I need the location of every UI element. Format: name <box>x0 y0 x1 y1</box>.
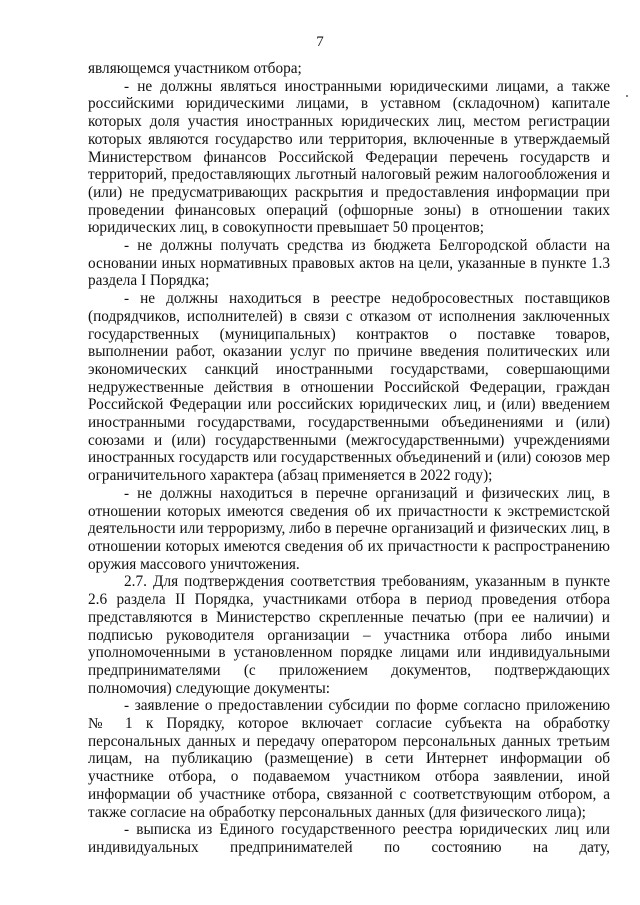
paragraph-application-form: - заявление о предоставлении субсидии по форме согласно приложению № 1 к Порядку, которое включает согласие субъекта на обработку персональных данных и передачу оператором персональных данных третьим лицам, на публикацию (размещение) в сети Интернет информации об участнике отбора, о подаваемом участником отбора заявлении, иной информации об участнике отбора, связанной с соответствующим отбором, а также согласие на обработку персональных данных (для физического лица); <box>88 697 610 821</box>
paragraph-regional-budget: - не должны получать средства из бюджета Белгородской области на основании иных нормативных правовых актов на цели, указанные в пункте 1.3 раздела I Порядка; <box>88 237 610 290</box>
paragraph-extremism-list: - не должны находиться в перечне организаций и физических лиц, в отношении которых имеются сведения об их причастности к экстремистской деятельности или терроризму, либо в перечне организаций и физических лиц, в отношении которых имеются сведения об их причастности к распространению оружия массового уничтожения. <box>88 484 610 573</box>
paragraph-unfair-suppliers-registry: - не должны находиться в реестре недобросовестных поставщиков (подрядчиков, исполнителей) в связи с отказом от исполнения заключенных государственных (муниципальных) контрактов о поставке товаров, выполнении работ, оказании услуг по причине введения политических или экономических санкций иностранными государствами, совершающими недружественные действия в отношении Российской Федерации, граждан Российской Федерации или российских юридических лиц, и (или) введением иностранными государствами, государственными объединениями и (или) союзами и (или) государственными (межгосударственными) учреждениями иностранных государств или государственных объединений и (или) союзов мер ограничительного характера (абзац применяется в 2022 году); <box>88 290 610 485</box>
paragraph-section-2-7: 2.7. Для подтверждения соответствия требованиям, указанным в пункте 2.6 раздела II Порядка, участниками отбора в период проведения отбора представляются в Министерство скрепленные печатью (при ее наличии) и подписью руководителя организации – участника отбора либо иными уполномоченными в установленном порядке лицами или индивидуальными предпринимателями (с приложением документов, подтверждающих полномочия) следующие документы: <box>88 573 610 697</box>
scan-speck <box>626 95 628 97</box>
paragraph-registry-extract: - выписка из Единого государственного реестра юридических лиц или индивидуальных предпринимателей по состоянию на дату, <box>88 821 610 856</box>
page-number: 7 <box>316 34 324 50</box>
paragraph-continuation: являющемся участником отбора; <box>88 60 302 77</box>
document-body <box>88 60 610 857</box>
paragraph-foreign-entities: - не должны являться иностранными юридическими лицами, а также российскими юридическими лицами, в уставном (складочном) капитале которых доля участия иностранных юридических лиц, местом регистрации которых являются государство или территория, включенные в утверждаемый Министерством финансов Российской Федерации перечень государств и территорий, предоставляющих льготный налоговый режим налогообложения и (или) не предусматривающих раскрытия и предоставления информации при проведении финансовых операций (офшорные зоны) в отношении таких юридических лиц, в совокупности превышает 50 процентов; <box>88 77 610 237</box>
